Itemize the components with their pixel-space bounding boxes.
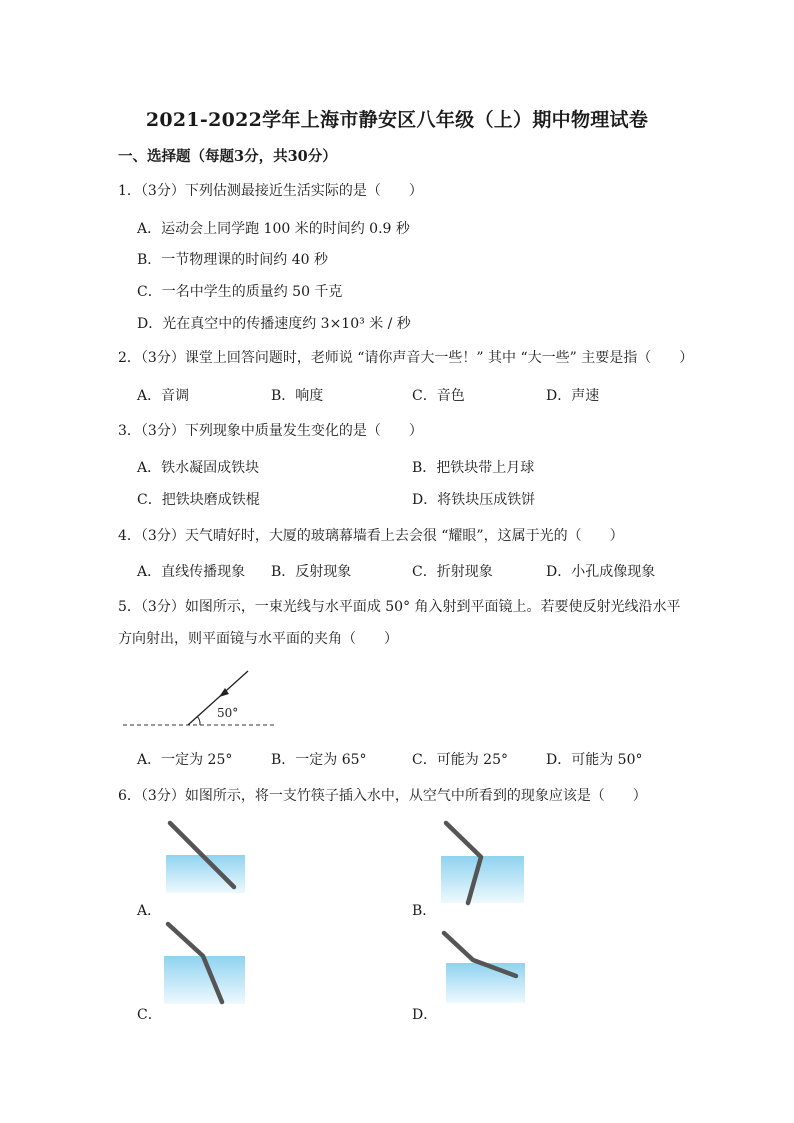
q6-label-b: B． (412, 903, 437, 919)
question-6-stem: 6．（3分）如图所示，将一支竹筷子插入水中，从空气中所看到的现象应该是（ ） (118, 788, 647, 804)
question-5-stem-line1: 5．（3分）如图所示，一束光线与水平面成 50° 角入射到平面镜上。若要使反射光线沿水平 (118, 599, 681, 615)
q6-figure-b (438, 815, 528, 910)
angle-arc (197, 716, 200, 725)
question-2-stem: 2．（3分）课堂上回答问题时，老师说 “请你声音大一些！” 其中 “大一些” 主要是指（ ） (118, 350, 694, 366)
q6-figure-c (160, 920, 250, 1010)
q4-option-b: B．反射现象 (271, 564, 352, 580)
q3-option-c: C．把铁块磨成铁棍 (137, 492, 260, 508)
q1-option-d: D．光在真空中的传播速度约 3×10³ 米 / 秒 (137, 316, 411, 332)
q1-option-a: A．运动会上同学跑 100 米的时间约 0.9 秒 (137, 221, 410, 237)
q4-option-d: D．小孔成像现象 (546, 564, 656, 580)
question-4-stem: 4．（3分）天气晴好时，大厦的玻璃幕墙看上去会很 “耀眼”，这属于光的（ ） (118, 528, 624, 544)
q4-option-a: A．直线传播现象 (137, 564, 246, 580)
q5-option-c: C．可能为 25° (412, 752, 508, 768)
q1-option-c: C．一名中学生的质量约 50 千克 (137, 284, 343, 300)
question-5-stem-line2: 方向射出，则平面镜与水平面的夹角（ ） (118, 631, 398, 647)
q3-option-d: D．将铁块压成铁饼 (412, 492, 536, 508)
q2-option-d: D．声速 (546, 388, 600, 404)
question-1-stem: 1．（3分）下列估测最接近生活实际的是（ ） (118, 183, 423, 199)
q6-label-d: D． (412, 1007, 438, 1023)
q2-option-a: A．音调 (137, 388, 190, 404)
q5-option-d: D．可能为 50° (546, 752, 643, 768)
angle-label: 50° (217, 706, 239, 720)
q6-figure-d (438, 920, 528, 1010)
q2-option-c: C．音色 (412, 388, 465, 404)
q1-option-b: B．一节物理课的时间约 40 秒 (137, 252, 329, 268)
q5-light-ray-figure (120, 665, 280, 730)
q5-option-a: A．一定为 25° (137, 752, 233, 768)
water-region (446, 963, 525, 1003)
section-heading: 一、选择题（每题3分，共30分） (118, 148, 337, 165)
q4-option-c: C．折射现象 (412, 564, 493, 580)
q2-option-b: B．响度 (271, 388, 324, 404)
q3-option-b: B．把铁块带上月球 (412, 460, 535, 476)
q3-option-a: A．铁水凝固成铁块 (137, 460, 260, 476)
q6-label-c: C． (137, 1007, 162, 1023)
q6-figure-a (160, 815, 250, 895)
q6-label-a: A． (137, 903, 162, 919)
page-title: 2021-2022学年上海市静安区八年级（上）期中物理试卷 (145, 109, 649, 131)
q5-option-b: B．一定为 65° (271, 752, 367, 768)
water-region (441, 856, 524, 903)
question-3-stem: 3．（3分）下列现象中质量发生变化的是（ ） (118, 423, 423, 439)
